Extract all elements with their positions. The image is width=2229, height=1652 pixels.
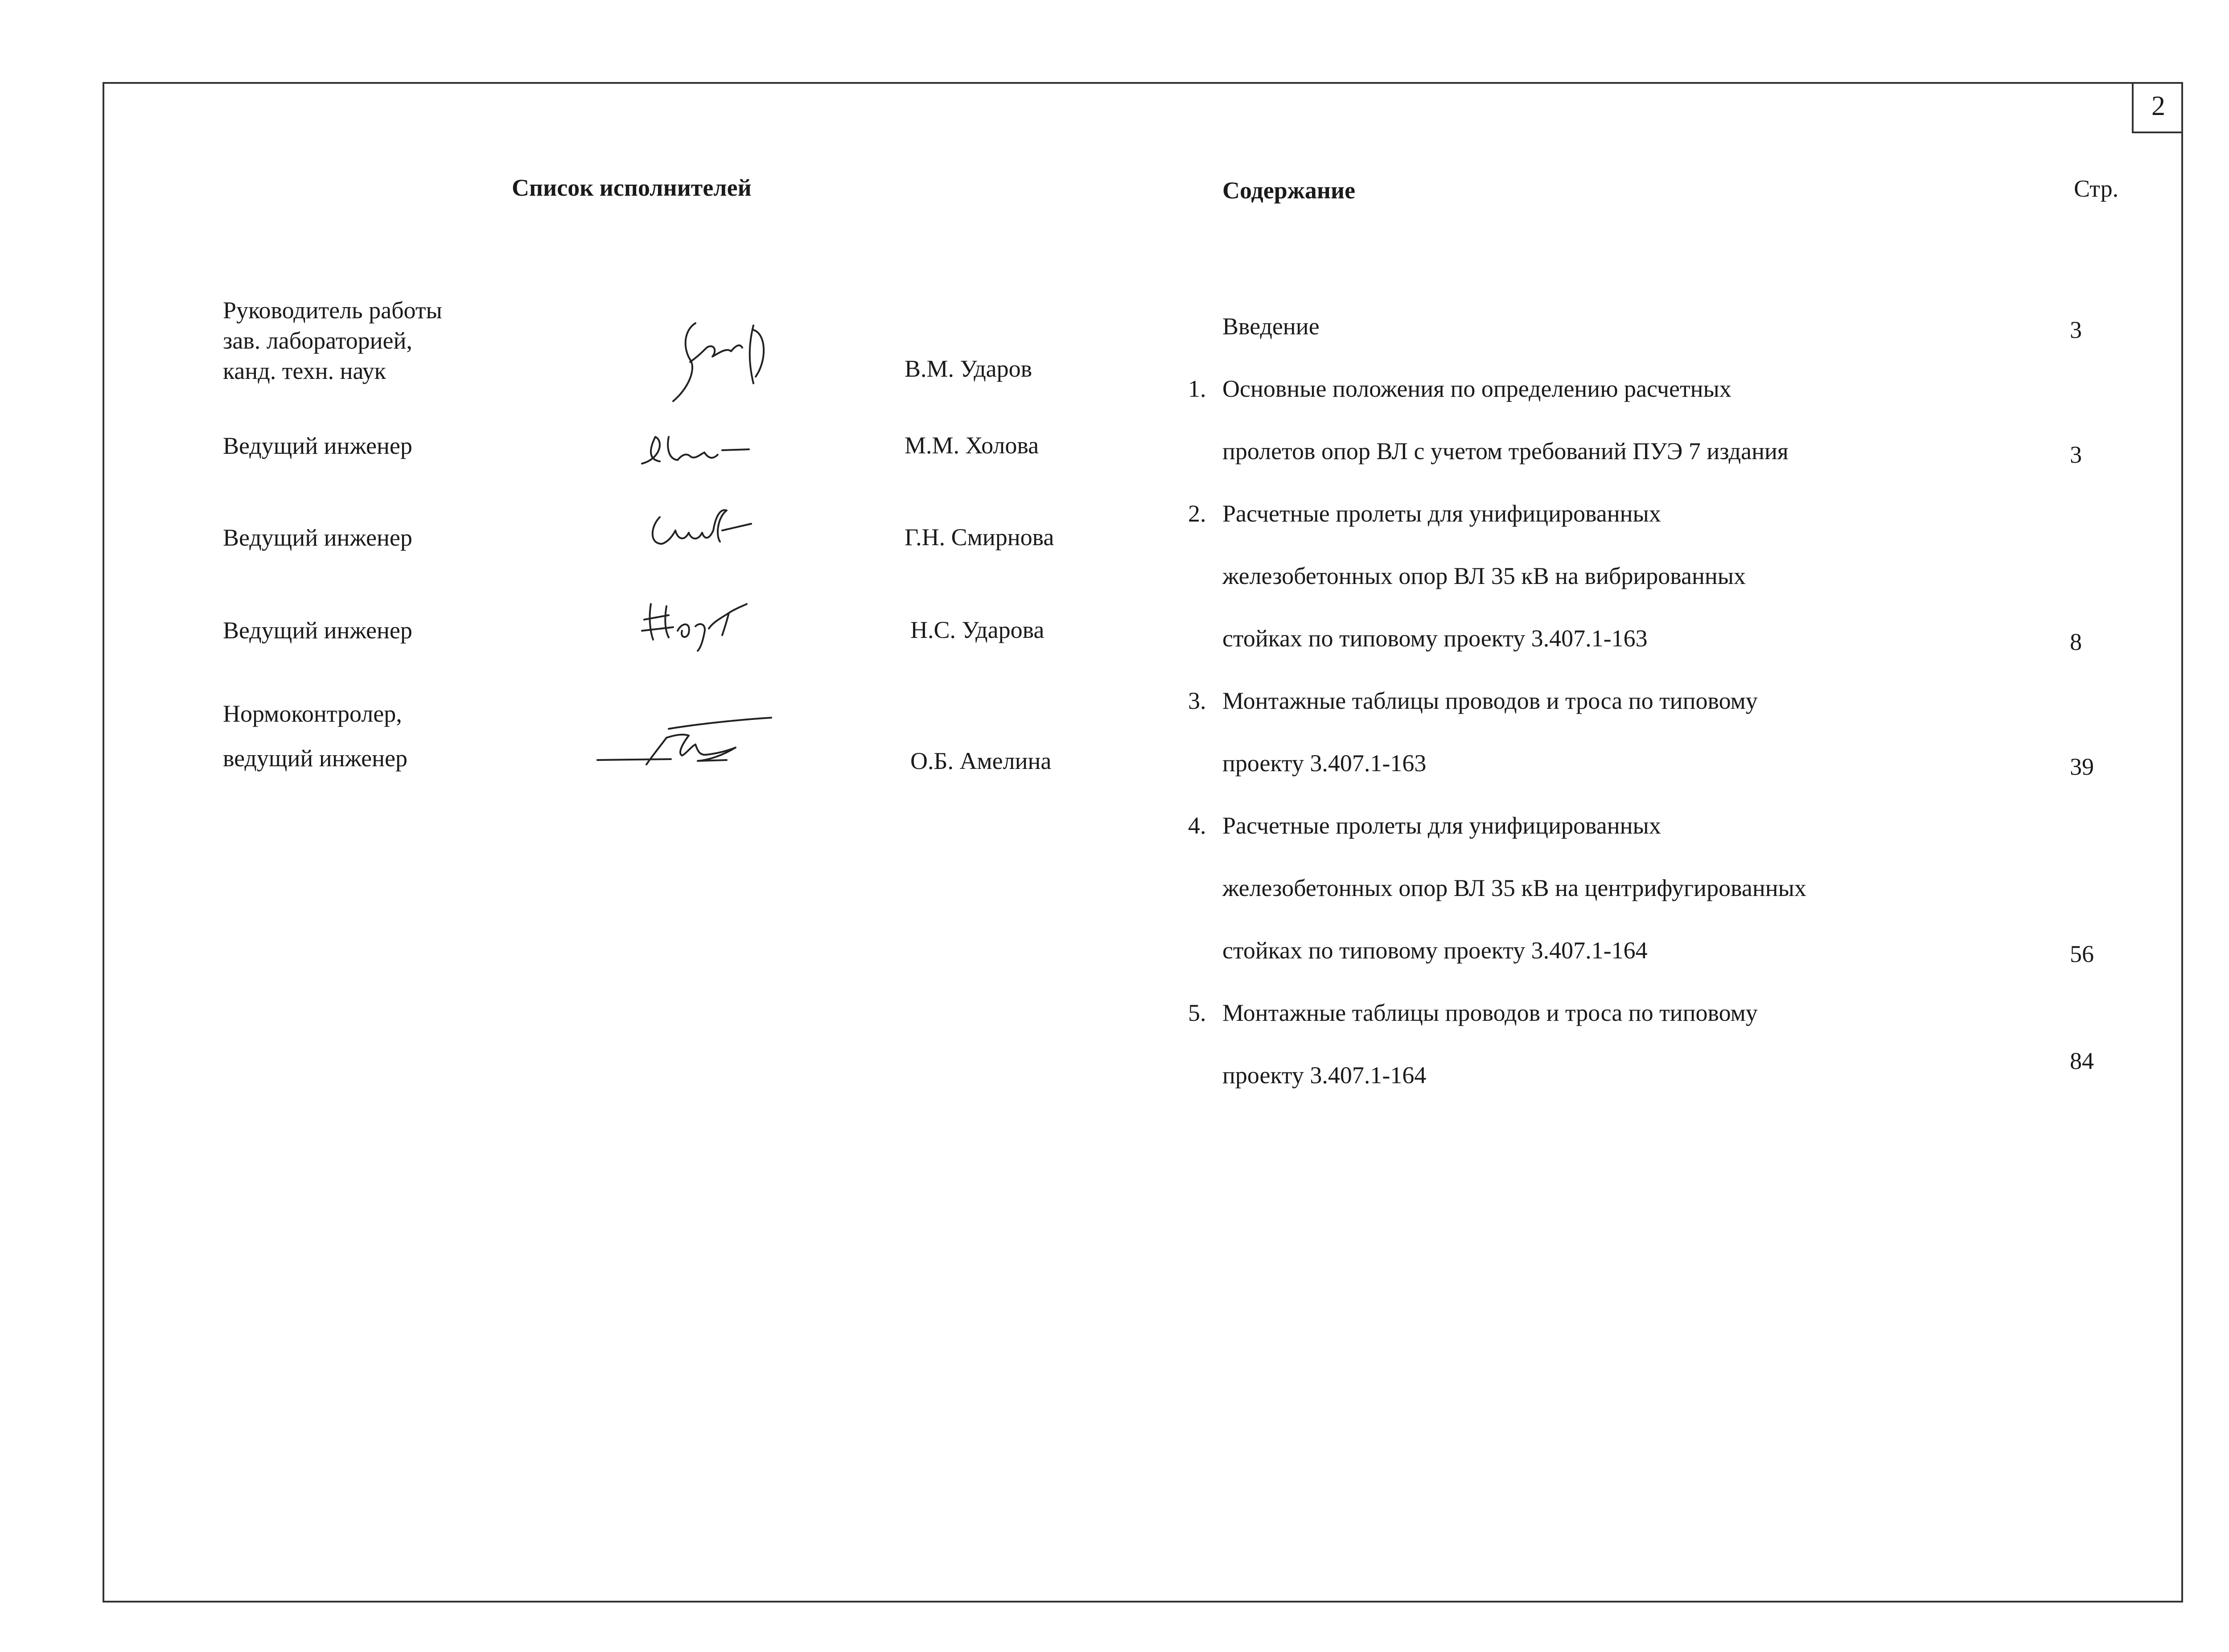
executor-name: В.М. Ударов: [905, 355, 1032, 382]
signature-udarova: [633, 595, 753, 653]
toc-entry-number: 2.: [1188, 500, 1206, 527]
toc-entry-page: 3: [2070, 316, 2082, 343]
toc-entry-title: Монтажные таблицы проводов и троса по типовому: [1222, 999, 1758, 1026]
executors-heading: Список исполнителей: [512, 174, 752, 201]
page-number: 2: [2132, 82, 2183, 133]
executor-role: Ведущий инженер: [223, 617, 412, 644]
toc-entry-number: 3.: [1188, 687, 1206, 714]
toc-entry-title: Монтажные таблицы проводов и троса по типовому: [1222, 687, 1758, 714]
executor-name: Г.Н. Смирнова: [905, 524, 1054, 551]
signature-smirnova: [642, 499, 758, 553]
toc-entry-title: Основные положения по определению расчетных: [1222, 375, 1731, 402]
toc-entry-title: стойках по типовому проекту 3.407.1-164: [1222, 937, 1648, 964]
toc-entry-title: Расчетные пролеты для унифицированных: [1222, 812, 1661, 839]
executor-name: О.Б. Амелина: [910, 748, 1052, 774]
toc-entry-title: проекту 3.407.1-163: [1222, 750, 1427, 777]
toc-entry-page: 3: [2070, 441, 2082, 468]
executor-role: Руководитель работы зав. лабораторией, канд. техн. наук: [223, 297, 442, 384]
toc-entry-title: стойках по типовому проекту 3.407.1-163: [1222, 625, 1648, 652]
toc-entry-page: 39: [2070, 753, 2094, 780]
page-column-heading: Стр.: [2074, 175, 2119, 202]
executor-role: Нормоконтролер, ведущий инженер: [223, 700, 408, 772]
toc-entry-number: 1.: [1188, 375, 1206, 402]
toc-entry-page: 8: [2070, 629, 2082, 655]
toc-entry-title: пролетов опор ВЛ с учетом требований ПУЭ 7 издания: [1222, 438, 1789, 464]
signature-kholova: [633, 428, 758, 473]
toc-entry-title: железобетонных опор ВЛ 35 кВ на вибрированных: [1222, 563, 1746, 589]
executor-name: Н.С. Ударова: [910, 616, 1045, 643]
toc-entry-title: Введение: [1222, 313, 1320, 340]
contents-heading: Содержание: [1222, 177, 1356, 204]
signature-udarov: [664, 303, 780, 410]
toc-entry-number: 4.: [1188, 812, 1206, 839]
signature-amelina: [593, 711, 780, 773]
toc-entry-title: железобетонных опор ВЛ 35 кВ на центрифугированных: [1222, 875, 1806, 901]
toc-entry-page: 56: [2070, 941, 2094, 967]
toc-entry-title: проекту 3.407.1-164: [1222, 1062, 1427, 1089]
toc-entry-title: Расчетные пролеты для унифицированных: [1222, 500, 1661, 527]
executor-role: Ведущий инженер: [223, 524, 412, 551]
executor-name: М.М. Холова: [905, 432, 1039, 459]
toc-entry-number: 5.: [1188, 999, 1206, 1026]
toc-entry-page: 84: [2070, 1048, 2094, 1074]
executor-role: Ведущий инженер: [223, 432, 412, 459]
